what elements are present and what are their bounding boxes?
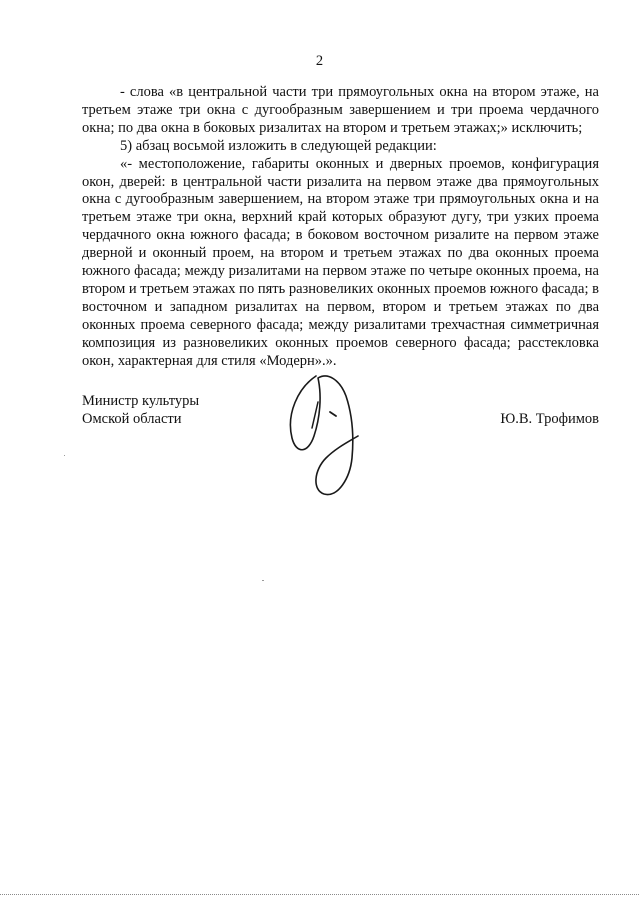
scan-speck — [262, 580, 264, 581]
scan-bottom-edge — [0, 894, 639, 895]
page-number: 2 — [315, 53, 324, 69]
paragraph-amendment-intro: 5) абзац восьмой изложить в следующей редакции: — [120, 137, 437, 154]
signer-position-line2: Омской области — [82, 411, 182, 427]
signer-position — [82, 392, 199, 428]
paragraph-new-wording: «- местоположение, габариты оконных и дверных проемов, конфигурация окон, дверей: в центральной части ризалита на первом этаже два прямоугольных окна с дугообразным завершением, на втором этаже три прямоугольных окна и на третьем этаже три окна, верхний край которых образуют дугу, три узких проема чердачного окна южного фасада; в боковом восточном ризалите на первом этаже дверной и оконный проем, на втором и третьем этажах по два оконных проема южного фасада; между ризалитами на первом этаже по четыре оконных проема, на втором и третьем этажах по пять разновеликих оконных проемов южного фасада; в восточном и западном ризалитах на первом, втором и третьем этажах по два оконных проема северного фасада; между ризалитами трехчастная симметричная композиция из разновеликих оконных проемов северного фасада; расстекловка окон, характерная для стиля «Модерн».». — [82, 155, 599, 369]
signer-position-line1: Министр культуры — [82, 393, 200, 409]
handwritten-signature — [278, 366, 388, 506]
signer-name: Ю.В. Трофимов — [500, 411, 599, 427]
paragraph-exclusion: - слова «в центральной части три прямоугольных окна на втором этаже, на третьем этаже три окна с дугообразным завершением и три проема чердачного окна; по два окна в боковых ризалитах на втором и третьем этажах;» исключить; — [82, 84, 599, 136]
document-body — [82, 84, 599, 371]
scan-speck — [64, 455, 65, 456]
